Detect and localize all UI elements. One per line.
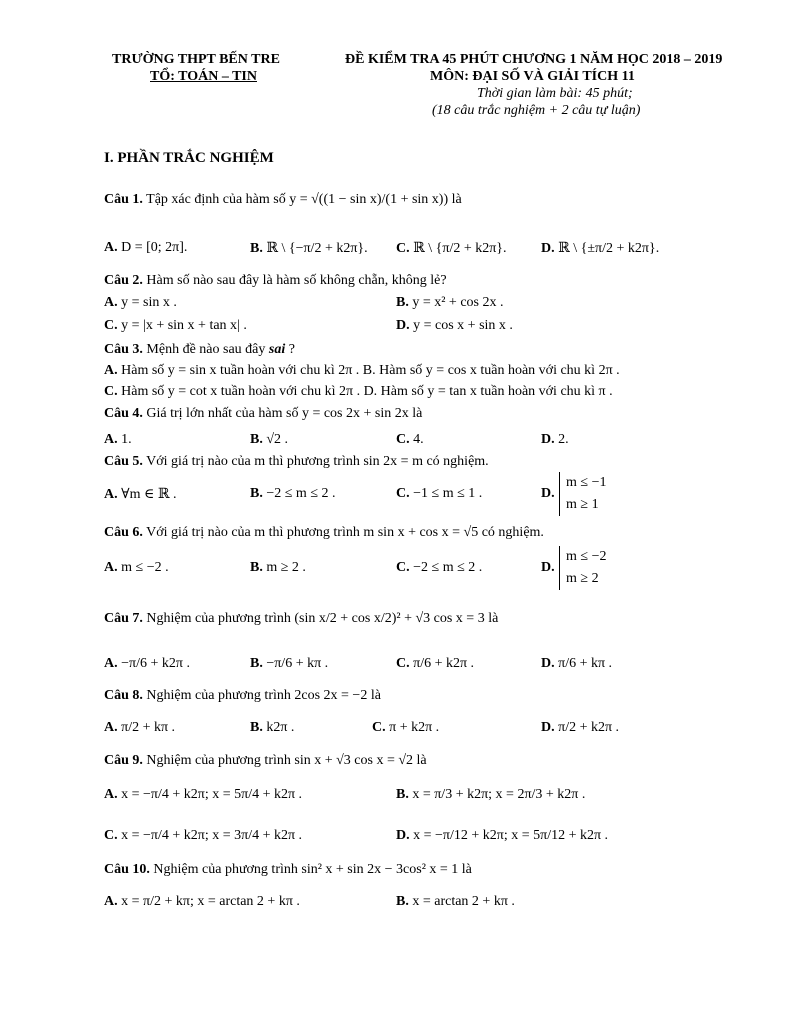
section-title: I. PHẦN TRẮC NGHIỆM [104,150,274,166]
q9-option-b: B. x = π/3 + k2π; x = 2π/3 + k2π . [396,787,586,802]
question-3: Câu 3. Mệnh đề nào sau đây sai ? [104,342,295,357]
q5-option-d: D. [541,486,555,501]
department: TỔ: TOÁN – TIN [150,69,257,84]
subject: MÔN: ĐẠI SỐ VÀ GIẢI TÍCH 11 [430,69,635,84]
q5-option-c: C. −1 ≤ m ≤ 1 . [396,486,483,501]
q8-option-d: D. π/2 + k2π . [541,720,620,735]
q3-line-2: C. Hàm số y = cot x tuần hoàn với chu kì 2π . D. Hàm số y = tan x tuần hoàn với chu kì π . [104,384,613,399]
q6-option-b: B. m ≥ 2 . [250,560,306,575]
q4-option-d: D. 2. [541,432,569,447]
school-name: TRƯỜNG THPT BẾN TRE [112,52,280,67]
q10-option-a: A. x = π/2 + kπ; x = arctan 2 + kπ . [104,894,300,909]
q4-option-c: C. 4. [396,432,424,447]
q8-option-c: C. π + k2π . [372,720,440,735]
exam-composition: (18 câu trắc nghiệm + 2 câu tự luận) [432,103,641,118]
q6-option-d: D. [541,560,555,575]
q1-option-d: D. ℝ \ {±π/2 + k2π}. [541,241,660,256]
exam-title: ĐỀ KIỂM TRA 45 PHÚT CHƯƠNG 1 NĂM HỌC 2018 – 2019 [345,52,723,67]
question-9: Câu 9. Nghiệm của phương trình sin x + √3 cos x = √2 là [104,753,427,768]
q6-case-bracket: m ≤ −2 m ≥ 2 [559,546,606,590]
question-1: Câu 1. Tập xác định của hàm số y = √((1 − sin x)/(1 + sin x)) là [104,192,462,207]
q9-option-c: C. x = −π/4 + k2π; x = 3π/4 + k2π . [104,828,303,843]
q7-option-a: A. −π/6 + k2π . [104,656,190,671]
exam-time: Thời gian làm bài: 45 phút; [477,86,633,101]
q2-option-a: A. y = sin x . [104,295,177,310]
q5-option-a: A. ∀m ∈ ℝ . [104,487,177,502]
q9-option-a: A. x = −π/4 + k2π; x = 5π/4 + k2π . [104,787,303,802]
question-10: Câu 10. Nghiệm của phương trình sin² x + sin 2x − 3cos² x = 1 là [104,862,472,877]
q8-option-a: A. π/2 + kπ . [104,720,176,735]
q7-option-d: D. π/6 + kπ . [541,656,613,671]
q1-option-c: C. ℝ \ {π/2 + k2π}. [396,241,507,256]
question-6: Câu 6. Với giá trị nào của m thì phương trình m sin x + cos x = √5 có nghiệm. [104,525,544,540]
question-4: Câu 4. Giá trị lớn nhất của hàm số y = cos 2x + sin 2x là [104,406,423,421]
q7-option-b: B. −π/6 + kπ . [250,656,329,671]
q9-option-d: D. x = −π/12 + k2π; x = 5π/12 + k2π . [396,828,609,843]
question-5: Câu 5. Với giá trị nào của m thì phương trình sin 2x = m có nghiệm. [104,454,489,469]
q2-option-c: C. y = |x + sin x + tan x| . [104,318,247,333]
question-2: Câu 2. Hàm số nào sau đây là hàm số không chẵn, không lẻ? [104,273,447,288]
question-7: Câu 7. Nghiệm của phương trình (sin x/2 + cos x/2)² + √3 cos x = 3 là [104,611,499,626]
q1-option-a: A. D = [0; 2π]. [104,240,188,255]
q2-option-b: B. y = x² + cos 2x . [396,295,504,310]
q7-option-c: C. π/6 + k2π . [396,656,475,671]
q4-option-a: A. 1. [104,432,132,447]
question-8: Câu 8. Nghiệm của phương trình 2cos 2x = −2 là [104,688,381,703]
q1-option-b: B. ℝ \ {−π/2 + k2π}. [250,241,368,256]
q10-option-b: B. x = arctan 2 + kπ . [396,894,515,909]
q6-option-c: C. −2 ≤ m ≤ 2 . [396,560,483,575]
q2-option-d: D. y = cos x + sin x . [396,318,513,333]
q8-option-b: B. k2π . [250,720,295,735]
q3-line-1: A. Hàm số y = sin x tuần hoàn với chu kì 2π . B. Hàm số y = cos x tuần hoàn với chu kì 2π . [104,363,620,378]
q4-option-b: B. √2 . [250,432,289,447]
q6-option-a: A. m ≤ −2 . [104,560,169,575]
q5-option-b: B. −2 ≤ m ≤ 2 . [250,486,336,501]
q5-case-bracket: m ≤ −1 m ≥ 1 [559,472,606,516]
